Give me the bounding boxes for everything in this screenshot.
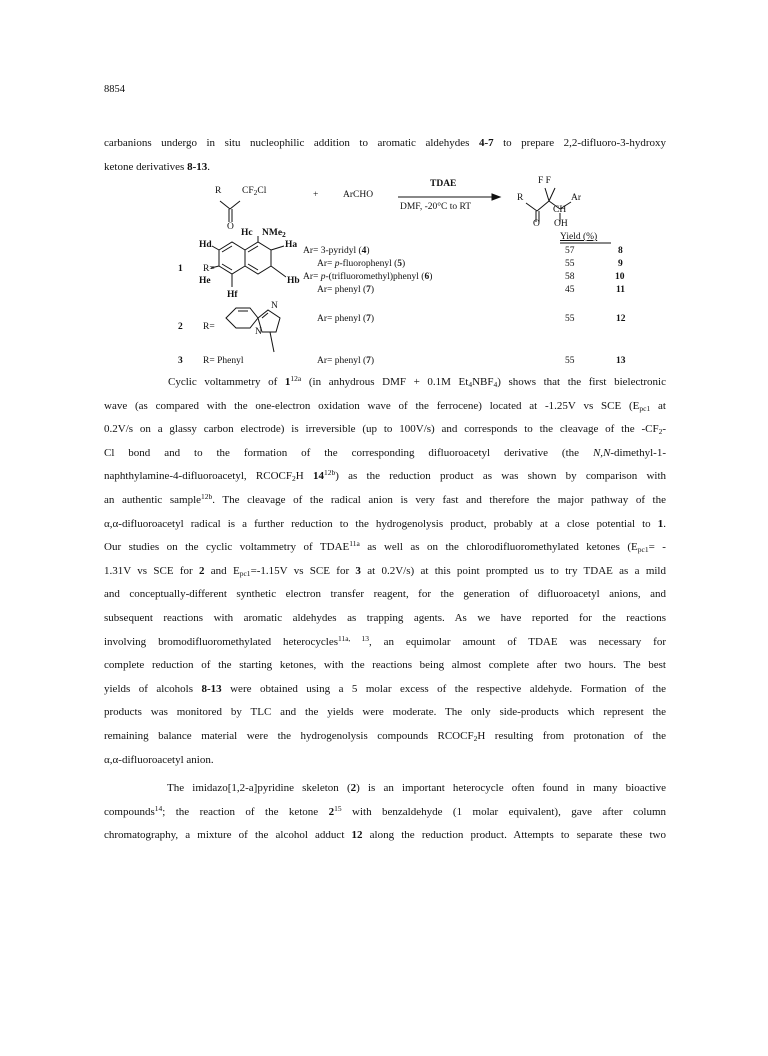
row-yield-13: 55 bbox=[565, 356, 575, 366]
p1-line-9: 1.31V vs SCE for 2 and $E_{pc1}=-1.15V$ vs SCE for 3 at 0.2V/s) at this point prompted us to try TDAE as a mild bbox=[104, 564, 666, 578]
p2-line-3: chromatography, a mixture of the alcohol adduct 12 along the reduction product. Attempts to separate these two bbox=[104, 829, 666, 842]
p1-line-3: 0.2V/s on a glassy carbon electrode) is irreversible (up to 100V/s) and corresponds to the cleavage of the $-CF_2-$ bbox=[104, 423, 666, 437]
body-paragraph-2 bbox=[104, 777, 666, 848]
intro-paragraph bbox=[104, 132, 666, 179]
row-product-11: 11 bbox=[616, 285, 625, 295]
compound-3-r: R= Phenyl bbox=[203, 356, 244, 366]
p1-line-8: Our studies on the cyclic voltammetry of $TDAE^{11a}$ as well as on the chlorodifluoromethylated ketones ($E_{pc1}=$ - bbox=[104, 539, 666, 555]
conditions-label: DMF, -20°C to RT bbox=[400, 202, 472, 212]
product-r-label: R bbox=[517, 193, 524, 203]
row-ar-p-fluorophenyl: Ar= p-fluorophenyl (5) bbox=[317, 259, 406, 269]
imidazo-n-bottom: N bbox=[255, 327, 262, 337]
naph-hb-label: Hb bbox=[287, 276, 300, 286]
yield-header: Yield (%) bbox=[560, 232, 598, 242]
compound-1-r: R= bbox=[203, 264, 215, 274]
compound-1-label: 1 bbox=[178, 264, 183, 274]
row-product-12: 12 bbox=[616, 314, 626, 324]
row-yield-9: 55 bbox=[565, 259, 575, 269]
plus-sign: + bbox=[313, 190, 319, 200]
row-product-9: 9 bbox=[618, 259, 623, 269]
reagent-cf2cl-label: $CF_2Cl$ bbox=[242, 186, 267, 197]
product-oh-label: OH bbox=[554, 219, 568, 229]
imidazo-n-top: N bbox=[271, 301, 278, 311]
naph-he-label: He bbox=[199, 276, 211, 286]
product-ff-label: F F bbox=[538, 176, 551, 186]
row-product-13: 13 bbox=[616, 356, 626, 366]
row-yield-11: 45 bbox=[565, 285, 575, 295]
p1-line-4: Cl bond and to the formation of the corresponding difluoroacetyl derivative (the N,N-dimethyl-1- bbox=[104, 446, 666, 459]
row-ar-3-pyridyl: Ar= 3-pyridyl (4) bbox=[303, 246, 370, 256]
naph-ha-label: Ha bbox=[285, 240, 298, 250]
row-product-10: 10 bbox=[615, 272, 625, 282]
p1-line-6: an authentic sample$^{12b}$. The cleavage of the radical anion is very fast and therefore the major pathway of the bbox=[104, 491, 666, 506]
reagent-oxygen-label: O bbox=[227, 222, 234, 232]
p1-line-10: and conceptually-different synthetic electron transfer reagent, for the generation of difluoroacetyl anions, and bbox=[104, 588, 666, 601]
row-ar-phenyl-13: Ar= phenyl (7) bbox=[317, 356, 375, 366]
intro-line-2: ketone derivatives 8-13. bbox=[104, 160, 211, 173]
intro-line-1: carbanions undergo in situ nucleophilic addition to aromatic aldehydes 4-7 to prepare 2,2-difluoro-3-hydroxy bbox=[104, 137, 666, 149]
naph-hd-label: Hd bbox=[199, 240, 212, 250]
p2-line-1: The imidazo[1,2-a]pyridine skeleton (2) is an important heterocycle often found in many bioactive bbox=[167, 782, 666, 794]
p1-line-1: Cyclic voltammetry of $1^{12a}$ (in anhydrous DMF + 0.1M $Et_4NBF_4$) shows that the first bielectronic bbox=[168, 374, 666, 389]
product-ar-label: Ar bbox=[571, 193, 582, 203]
aldehyde-label: ArCHO bbox=[343, 190, 374, 200]
naph-nme2-label: NMe$_2$ bbox=[262, 228, 286, 239]
p1-line-5: naphthylamine-4-difluoroacetyl, $RCOCF_2H$ $14^{12b}$) as the reduction product as was shown by comparison with bbox=[104, 468, 667, 484]
compound-2-label: 2 bbox=[178, 322, 183, 332]
naph-hf-label: Hf bbox=[227, 290, 238, 300]
product-ch-label: CH bbox=[553, 205, 567, 215]
row-yield-8: 57 bbox=[565, 246, 575, 256]
row-ar-phenyl-12: Ar= phenyl (7) bbox=[317, 314, 375, 324]
compound-3-label: 3 bbox=[178, 356, 183, 366]
p1-line-14: yields of alcohols 8-13 were obtained using a 5 molar excess of the respective aldehyde. Formation of the bbox=[104, 682, 666, 695]
compound-2-r: R= bbox=[203, 322, 215, 332]
tdae-label: TDAE bbox=[430, 179, 457, 189]
row-yield-12: 55 bbox=[565, 314, 575, 324]
row-ar-phenyl-11: Ar= phenyl (7) bbox=[317, 285, 375, 295]
p1-line-2: wave (as compared with the one-electron oxidation wave of the ferrocene) located at -1.25V vs SCE ($E_{pc1}$ at bbox=[104, 399, 666, 413]
p1-line-16: remaining balance material were the hydrogenolysis compounds $RCOCF_2H$ resulting from protonation of the bbox=[104, 729, 666, 743]
p1-line-11: subsequent reactions with aromatic aldehydes as trapping agents. As we have reported for the reactions bbox=[104, 611, 666, 624]
page-number: 8854 bbox=[104, 84, 125, 95]
product-o-label: O bbox=[533, 219, 540, 229]
p1-line-13: complete reduction of the starting ketones, with the reactions being almost complete after two hours. The best bbox=[104, 659, 666, 672]
p1-line-15: products was monitored by TLC and the yields were moderate. The only side-products which represent the bbox=[104, 706, 666, 719]
row-ar-cf3-phenyl: Ar= p-(trifluoromethyl)phenyl (6) bbox=[303, 272, 433, 282]
p1-line-7: α,α-difluoroacetyl radical is a further reduction to the hydrogenolysis product, probably at a close potential to 1. bbox=[104, 517, 666, 530]
p1-line-12: involving bromodifluoromethylated heterocycles$^{11a, 13}$, an equimolar amount of TDAE was necessary for bbox=[104, 633, 666, 648]
row-product-8: 8 bbox=[618, 246, 623, 256]
row-yield-10: 58 bbox=[565, 272, 575, 282]
body-paragraph-1 bbox=[104, 371, 666, 772]
p2-line-2: compounds$^{14}$; the reaction of the ketone $2^{15}$ with benzaldehyde (1 molar equivalent), gave after column bbox=[104, 803, 666, 818]
reagent-r-label: R bbox=[215, 186, 222, 196]
naph-hc-label: Hc bbox=[241, 228, 253, 238]
p1-line-17: α,α-difluoroacetyl anion. bbox=[104, 753, 214, 766]
